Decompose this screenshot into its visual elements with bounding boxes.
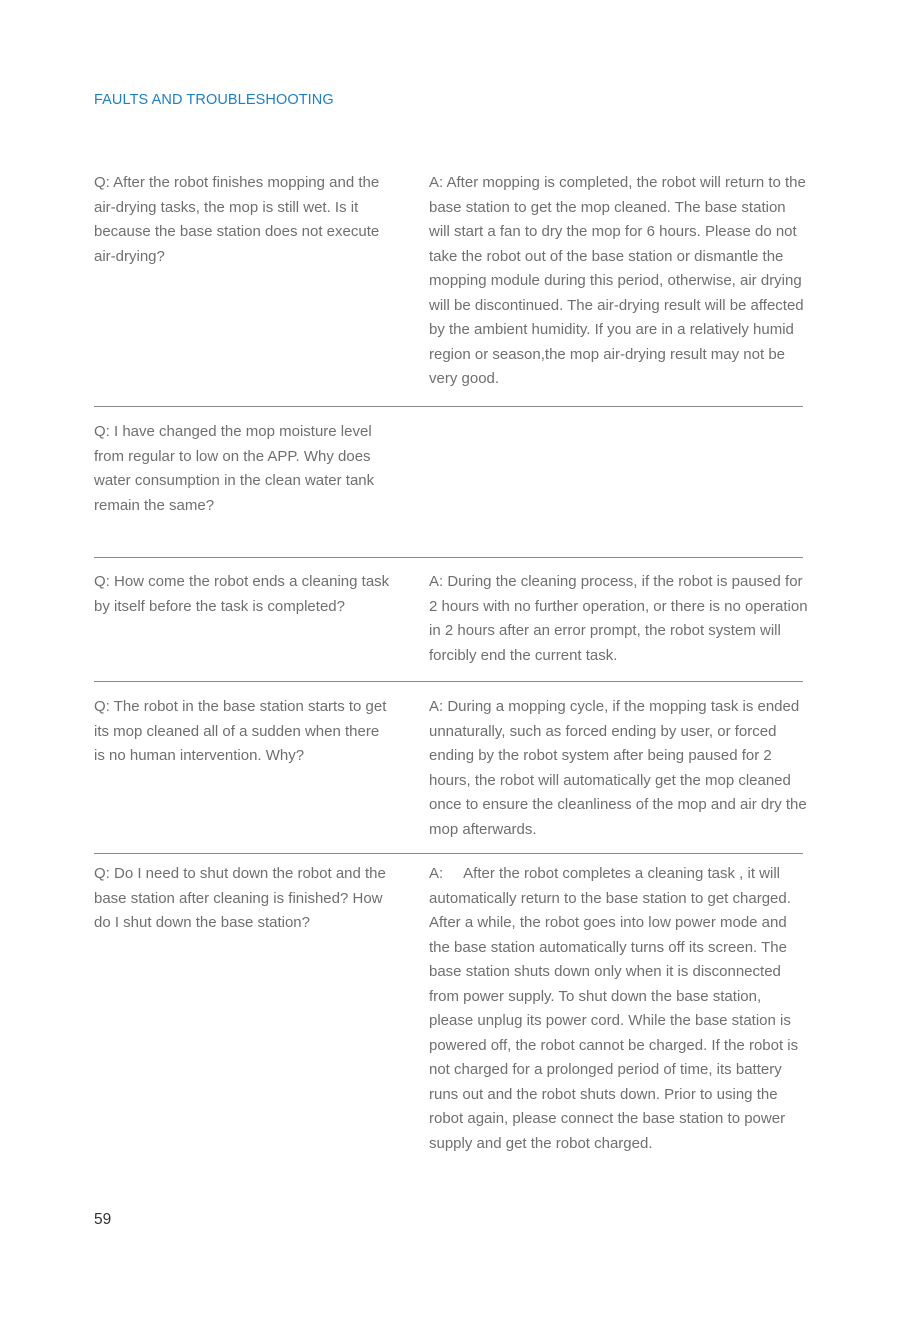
- page-number: 59: [94, 1211, 112, 1228]
- section-title: FAULTS AND TROUBLESHOOTING: [94, 92, 334, 108]
- divider: [94, 406, 803, 407]
- faq-answer: A: After mopping is completed, the robot will return to the base station to get the mop cleaned. The base station will start a fan to dry the mop for 6 hours. Please do not take the robot out of the base station or dismantle the mopping module during this period, otherwise, air drying will be discontinued. The air-drying result will be affected by the ambient humidity. If you are in a relatively humid region or season,the mop air-drying result may not be very good.: [429, 174, 806, 387]
- faq-answer: A: After the robot completes a cleaning task , it will automatically return to the base station to get charged. After a while, the robot goes into low power mode and the base station automatically turns off its screen. The base station shuts down only when it is disconnected from power supply. To shut down the base station, please unplug its power cord. While the base station is powered off, the robot cannot be charged. If the robot is not charged for a prolonged period of time, its battery runs out and the robot shuts down. Prior to using the robot again, please connect the base station to power supply and get the robot charged.: [429, 865, 803, 1152]
- faq-question: Q: The robot in the base station starts to get its mop cleaned all of a sudden when there is no human intervention. Why?: [94, 698, 387, 764]
- faq-question: Q: I have changed the mop moisture level from regular to low on the APP. Why does water consumption in the clean water tank remain the same?: [94, 423, 375, 514]
- divider: [94, 557, 803, 558]
- faq-question: Q: How come the robot ends a cleaning task by itself before the task is completed?: [94, 573, 390, 615]
- divider: [94, 681, 803, 682]
- divider: [94, 853, 803, 854]
- faq-question: Q: After the robot finishes mopping and the air-drying tasks, the mop is still wet. Is it because the base station does not execute air-drying?: [94, 174, 380, 265]
- faq-question: Q: Do I need to shut down the robot and the base station after cleaning is finished? How do I shut down the base station?: [94, 865, 386, 931]
- faq-answer: A: During a mopping cycle, if the mopping task is ended unnaturally, such as forced ending by user, or forced ending by the robot system after being paused for 2 hours, the robot will automatically get the mop cleaned once to ensure the cleanliness of the mop and air dry the mop afterwards.: [429, 698, 807, 838]
- faq-answer: A: During the cleaning process, if the robot is paused for 2 hours with no further operation, or there is no operation in 2 hours after an error prompt, the robot system will forcibly end the current task.: [429, 573, 808, 664]
